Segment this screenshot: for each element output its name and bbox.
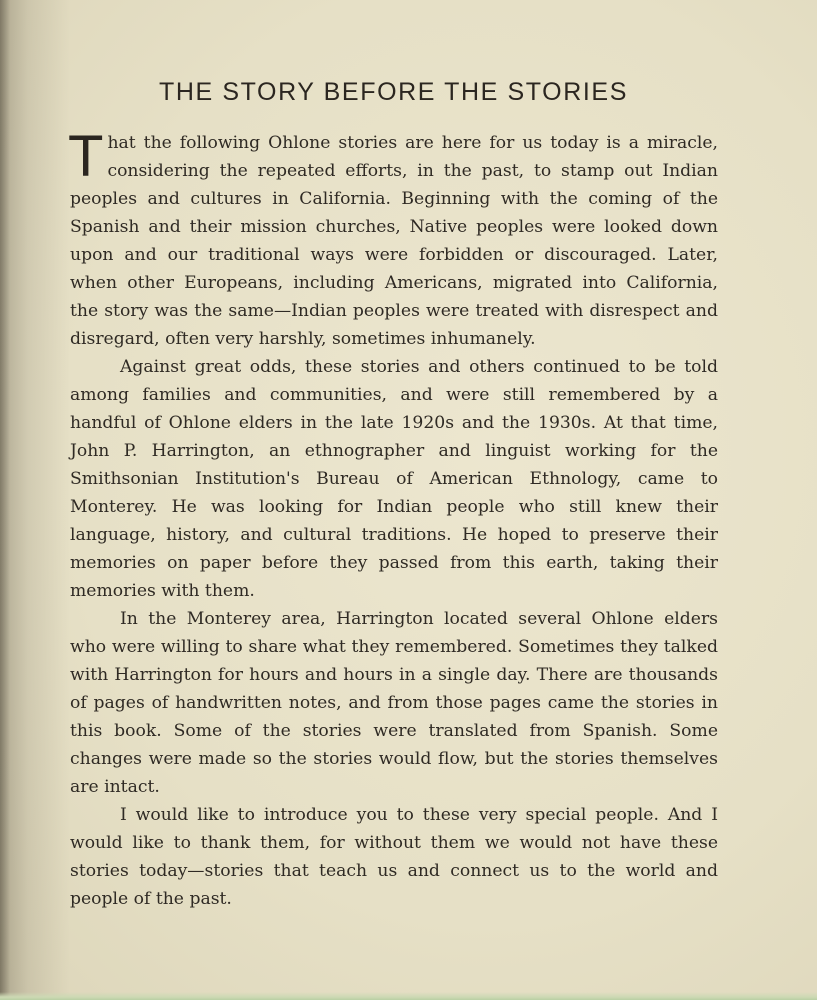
paragraph-4: I would like to introduce you to these very special people. And I would like to thank them, for without them we would not have these stories today—stories that teach us and connect us to the world and people of the past. [70,805,718,909]
paragraph-1 [68,124,718,353]
body-text [68,124,718,913]
page-bottom-edge [0,992,817,1000]
paragraph-2: Against great odds, these stories and others continued to be told among families and communities, and were still remembered by a handful of Ohlone elders in the late 1920s and the 1930s. At that time, John P. Harrington, an ethnographer and linguist working for the Smithsonian Institution's Bureau of American Ethnology, came to Monterey. He was looking for Indian people who still knew their language, history, and cultural traditions. He hoped to preserve their memories on paper before they passed from this earth, taking their memories with them. [70,357,718,601]
paragraph-3: In the Monterey area, Harrington located several Ohlone elders who were willing to share what they remembered. Sometimes they talked with Harrington for hours and hours in a single day. There are thousands of pages of handwritten notes, and from those pages came the stories in this book. Some of the stories were translated from Spanish. Some changes were made so the stories would flow, but the stories themselves are intact. [70,609,718,797]
chapter-title: THE STORY BEFORE THE STORIES [159,78,628,106]
paragraph-1-text: hat the following Ohlone stories are here for us today is a miracle, considering the repeated efforts, in the past, to stamp out Indian peoples and cultures in California. Beginning with the coming of the Spanish and their mission churches, Native peoples were looked down upon and our traditional ways were forbidden or discouraged. Later, when other Europeans, including Americans, migrated into California, the story was the same—Indian peoples were treated with disrespect and disregard, often very harshly, sometimes inhumanely. [70,133,718,349]
drop-cap: T [68,124,104,189]
spine-shadow [0,0,10,1000]
